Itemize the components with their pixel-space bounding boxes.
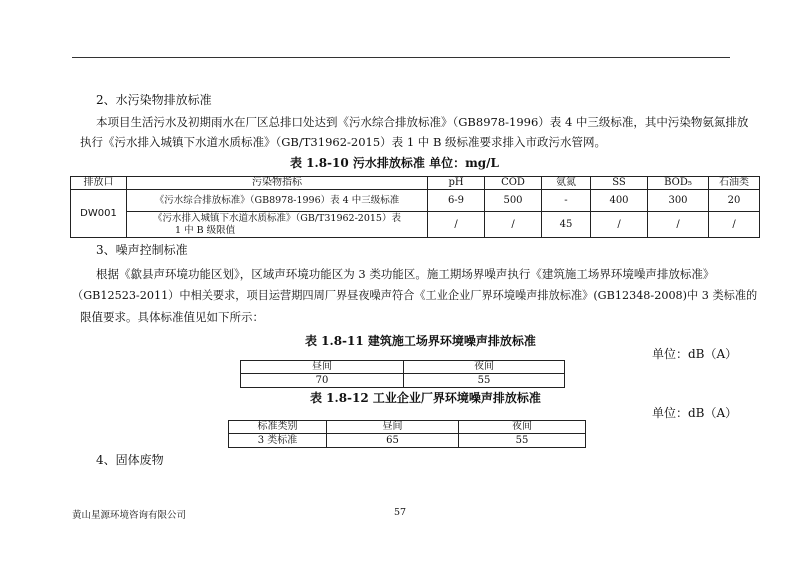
table-row [241,374,565,388]
table-header-row [241,361,565,374]
col-oil: 石油类 [709,177,760,190]
section3-heading: 3、噪声控制标准 [96,243,188,257]
footer-company: 黄山星源环境咨询有限公司 [72,510,187,521]
value-cell: 6-9 [428,190,485,212]
header-rule [72,57,730,58]
value-cell: 65 [327,434,459,448]
table-water-discharge [70,176,760,238]
value-cell: 300 [648,190,709,212]
col-ss: SS [591,177,648,190]
table3-unit: 单位：dB（A） [652,406,738,420]
table-header-row [229,421,586,434]
section4-heading: 4、固体废物 [96,453,164,467]
col-night: 夜间 [459,421,586,434]
section3-paragraph-line3: 限值要求。具体标准值见如下所示： [80,310,264,324]
col-outlet: 排放口 [71,177,127,190]
table2-caption: 表 1.8-11 建筑施工场界环境噪声排放标准 [305,334,536,348]
table-construction-noise [240,360,565,388]
indicator-cell [127,212,428,238]
value-cell: 400 [591,190,648,212]
table-row [71,190,760,212]
col-day: 昼间 [241,361,404,374]
table1-caption: 表 1.8-10 污水排放标准 单位：mg/L [290,156,499,170]
table2-unit: 单位：dB（A） [652,347,738,361]
value-cell: 20 [709,190,760,212]
value-cell: 70 [241,374,404,388]
section2-heading: 2、水污染物排放标准 [96,93,212,107]
col-bod5: BOD₅ [648,177,709,190]
value-cell: / [428,212,485,238]
outlet-id: DW001 [71,190,127,238]
col-day: 昼间 [327,421,459,434]
table-row [229,434,586,448]
col-night: 夜间 [404,361,565,374]
section2-paragraph-line2: 执行《污水排入城镇下水道水质标准》（GB/T31962-2015）表 1 中 B 级标准要求排入市政污水管网。 [80,135,607,149]
col-category: 标准类别 [229,421,327,434]
table-row [71,212,760,238]
value-cell: 55 [404,374,565,388]
value-cell: - [542,190,591,212]
col-indicator: 污染物指标 [127,177,428,190]
page-number: 57 [394,507,407,518]
indicator-line2: 1 中 B 级限值 [175,224,236,236]
section3-paragraph-line1: 根据《歙县声环境功能区划》，区域声环境功能区为 3 类功能区。施工期场界噪声执行《建筑施工场界环境噪声排放标准》 [96,267,715,281]
indicator-line1: 《污水排入城镇下水道水质标准》（GB/T31962-2015）表 [153,212,401,224]
value-cell: / [591,212,648,238]
indicator-cell: 《污水综合排放标准》（GB8978-1996）表 4 中三级标准 [127,190,428,212]
value-cell: 500 [485,190,542,212]
table3-caption: 表 1.8-12 工业企业厂界环境噪声排放标准 [310,391,541,405]
value-cell: / [709,212,760,238]
value-cell: / [648,212,709,238]
value-cell: 45 [542,212,591,238]
table-industrial-noise [228,420,586,448]
value-cell: 3 类标准 [229,434,327,448]
value-cell: 55 [459,434,586,448]
value-cell: / [485,212,542,238]
table-header-row [71,177,760,190]
section2-paragraph-line1: 本项目生活污水及初期雨水在厂区总排口处达到《污水综合排放标准》（GB8978-1996）表 4 中三级标准，其中污染物氨氮排放 [96,115,749,129]
col-cod: COD [485,177,542,190]
col-ph: pH [428,177,485,190]
col-ammonia: 氨氮 [542,177,591,190]
section3-paragraph-line2: （GB12523-2011）中相关要求，项目运营期四周厂界昼夜噪声符合《工业企业厂界环境噪声排放标准》(GB12348-2008)中 3 类标准的 [72,289,758,302]
